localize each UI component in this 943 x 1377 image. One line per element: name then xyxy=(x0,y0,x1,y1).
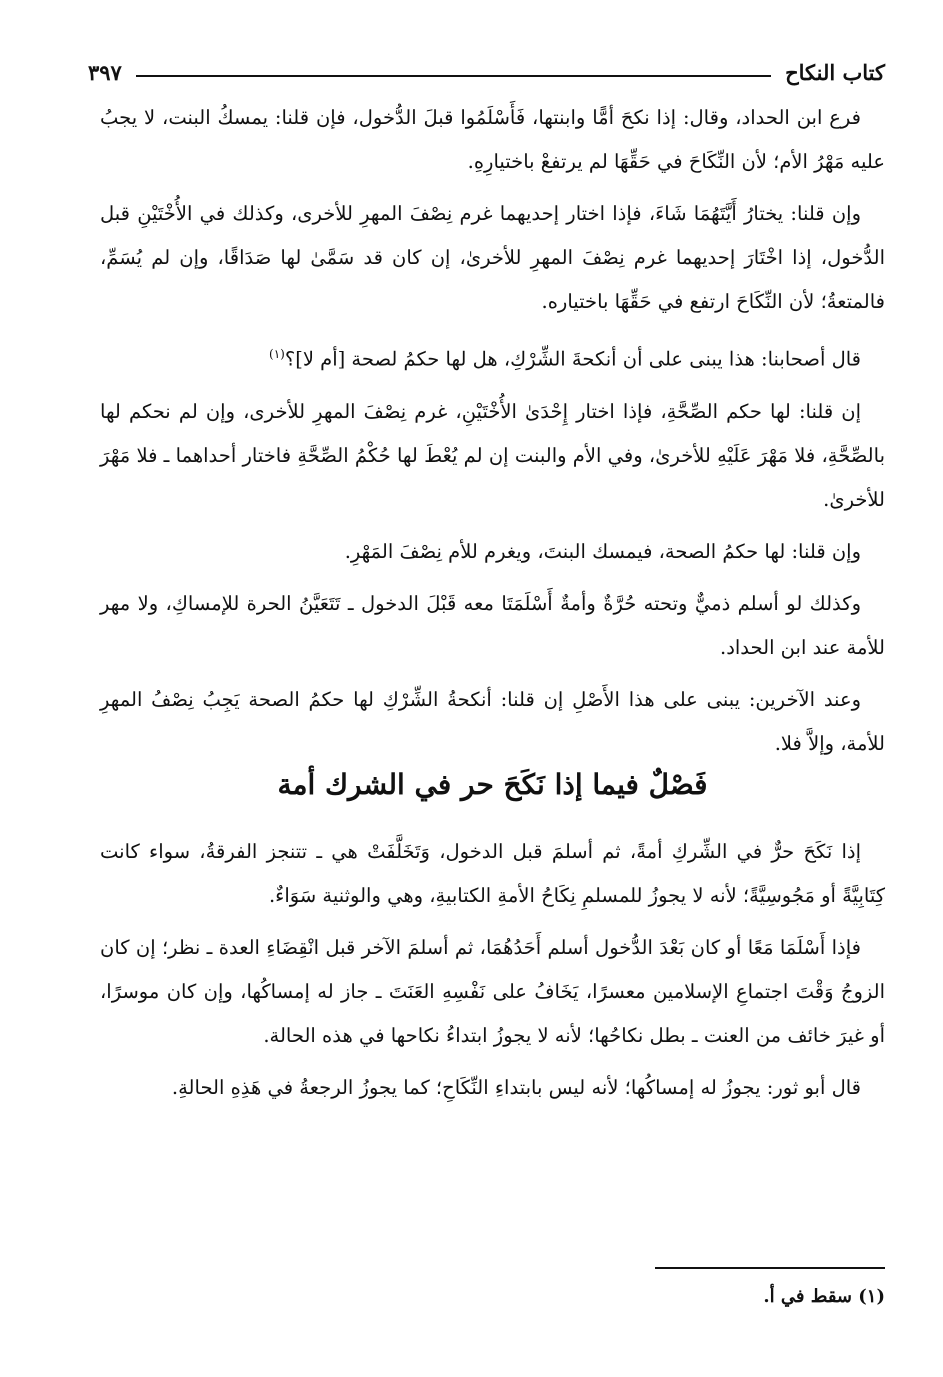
paragraph: وإن قلنا: لها حكمُ الصحة، فيمسك البنتَ، ويغرم للأم نِصْفَ المَهْرِ. xyxy=(344,539,861,563)
paragraph: وكذلك لو أسلم ذميٌّ وتحته حُرَّةٌ وأمةٌ أَسْلَمَتَا معه قَبْلَ الدخول ـ تَتَعَيَّنُ الحرة للإمساكِ، ولا مهر للأمة عند ابن الحداد. xyxy=(100,591,885,659)
footnote-rule xyxy=(655,1267,885,1269)
running-header xyxy=(88,52,885,92)
paragraph: إن قلنا: لها حكم الصِّحَّةِ، فإذا اختار إِحْدَىٰ الأُخْتَيْنِ، غرم نِصْفَ المهرِ للأخرى، وإن لم نحكم لها بالصِّحَّةِ، فلا مَهْرَ عَلَيْهِ للأخرىٰ، وفي الأم والبنت إن لم يُعْطَ لها حُكْمُ الصِّحَّةِ فاختار أحداهما ـ فلا مَهْرَ للأخرىٰ. xyxy=(100,399,885,511)
paragraph: فإذا أَسْلَمَا مَعًا أو كان بَعْدَ الدُّخول أسلم أَحَدُهُمَا، ثم أسلمَ الآخر قبل انْقِضَاءِ العدة ـ نظر؛ إن كان الزوجُ وَقْتَ اجتماعِ الإسلامين معسرًا، يَخَافُ على نَفْسِهِ العَنَتَ ـ جاز له إمساكُها، وإن كان موسرًا، أو غيرَ خائف من العنت ـ بطل نكاحُها؛ لأنه لا يجوزُ ابتداءُ نكاحها في هذه الحالة. xyxy=(100,936,885,1047)
paragraph-text: قال أصحابنا: هذا يبنى على أن أنكحةَ الشِّرْكِ، هل لها حكمُ لصحة [أم لا]؟ xyxy=(284,347,861,371)
book-title: كتاب النكاح xyxy=(785,59,885,85)
paragraph-with-footnote xyxy=(100,332,885,382)
paragraph: قال أبو ثور: يجوزُ له إمساكُها؛ لأنه ليس بابتداءِ النِّكَاحِ؛ كما يجوزُ الرجعةُ في هَذِهِ الحالةِ. xyxy=(171,1076,861,1099)
section-title: فَصْلٌ فيما إذا نَكَحَ حر في الشرك أمة xyxy=(277,768,708,801)
footnote: (١) سقط في أ. xyxy=(763,1286,885,1307)
footnote-ref: (١) xyxy=(269,347,285,361)
body-text-bottom xyxy=(100,830,885,1118)
paragraph: وإن قلنا: يختارُ أَيَّتَهُمَا شَاءَ، فإذا اختار إحديهما غرم نِصْفَ المهرِ للأخرى، وكذلك في الأُخْتَيْنِ قبل الدُّخول، إذا اخْتَارَ إحديهما غرم نِصْفَ المهرِ للأخرىٰ، إن كان قد سَمَّىٰ لها صَدَاقًا، وإن لم يُسَمِّ، فالمتعةُ؛ لأن النِّكَاحَ ارتفع في حَقِّهَا باختياره. xyxy=(100,202,885,313)
paragraph: فرع ابن الحداد، وقال: إذا نكحَ أمًّا وابنتها، فَأَسْلَمُوا قبلَ الدُّخول، فإن قلنا: يمسكُ البنت، لا يجبُ عليه مَهْرُ الأم؛ لأن النِّكَاحَ في حَقِّهَا لم يرتفعْ باختيارِهِ. xyxy=(100,106,885,173)
paragraph: إذا نَكَحَ حرٌّ في الشِّركِ أمةً، ثم أسلمَ قبل الدخول، وَتَخَلَّفَتْ هي ـ تتنجز الفرقةُ، سواء كانت كِتَابِيَّةً أو مَجُوسِيَّةً؛ لأنه لا يجوزُ للمسلمِ نِكَاحُ الأمةِ الكتابيةِ، وهي والوثنية سَوَاءٌ. xyxy=(100,840,885,907)
body-text-top xyxy=(100,96,885,774)
header-rule xyxy=(136,75,771,77)
page-number: ٣٩٧ xyxy=(88,59,122,85)
paragraph: وعند الآخرين: يبنى على هذا الأَصْلِ إن قلنا: أنكحةُ الشِّرْكِ لها حكمُ الصحة يَجِبُ نِصْفُ المهرِ للأمة، وإلاَّ فلا. xyxy=(100,687,885,755)
